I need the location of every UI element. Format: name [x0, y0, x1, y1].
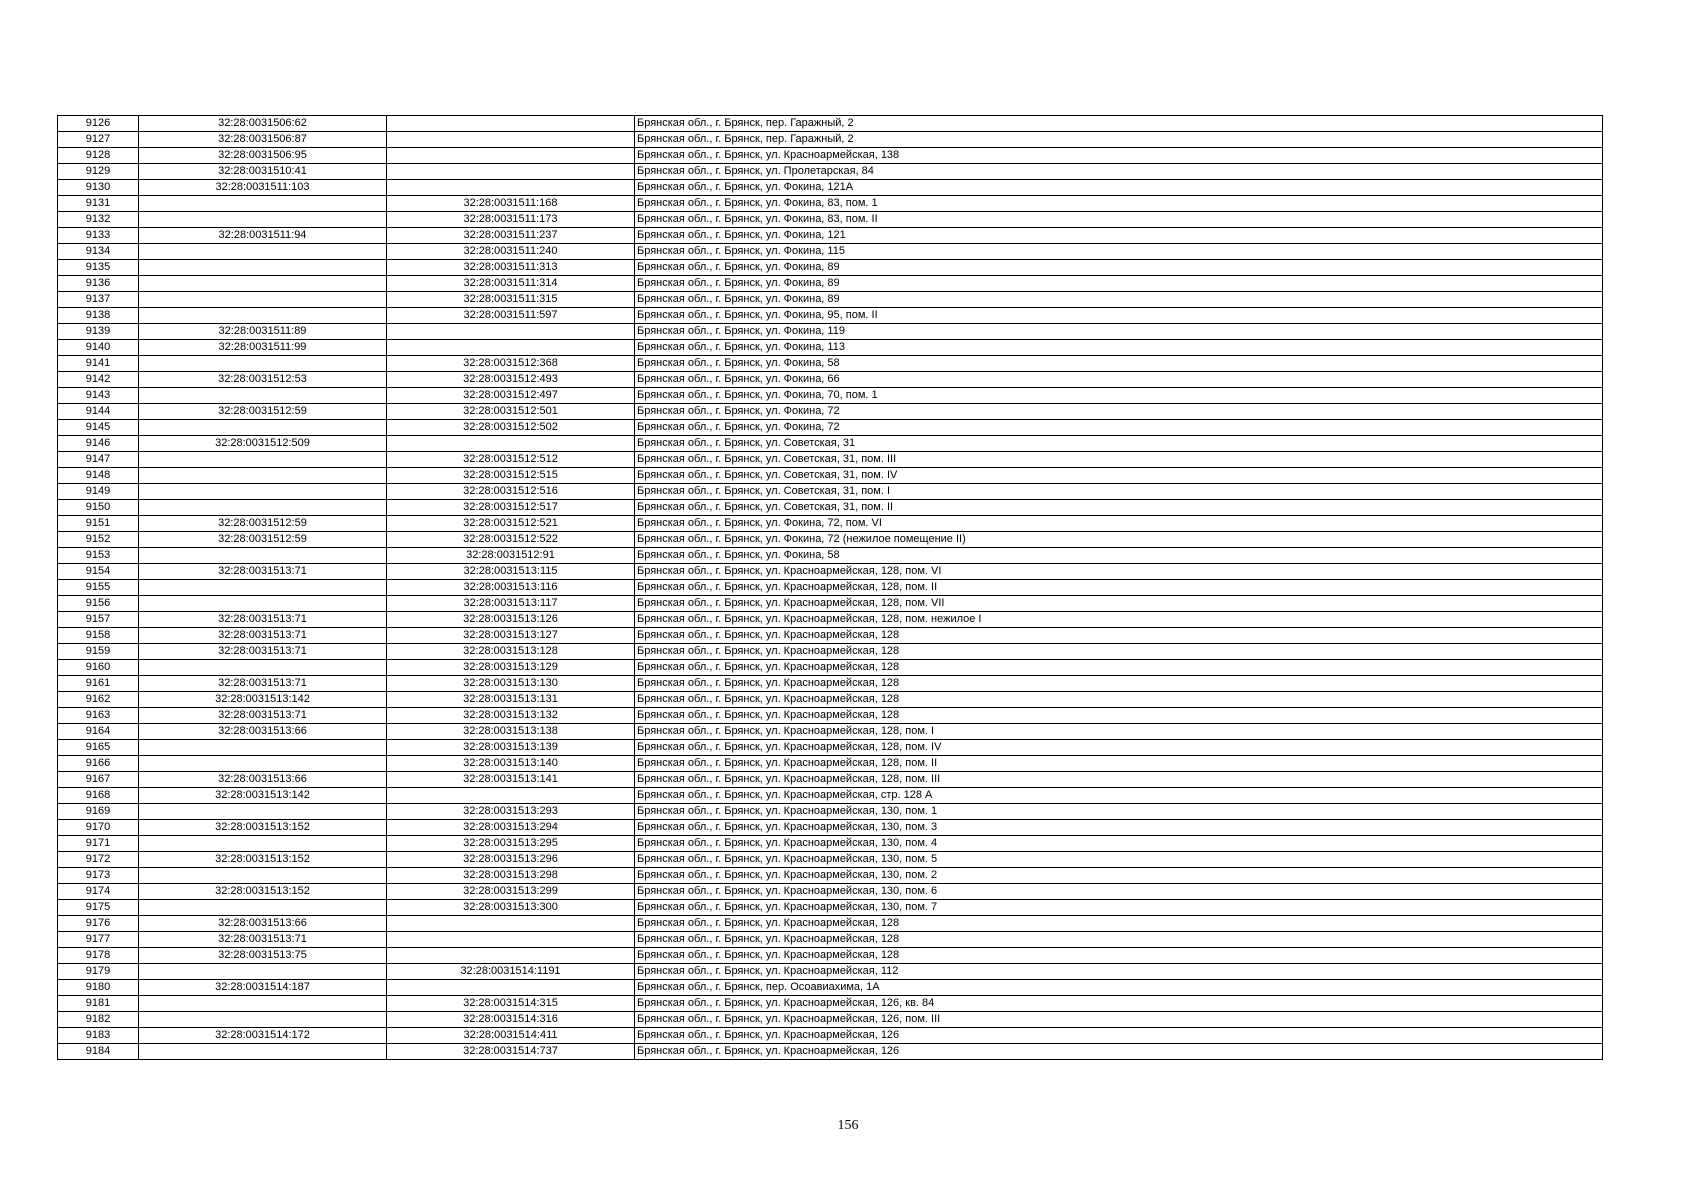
table-row — [58, 276, 1603, 292]
row-number-cell: 9139 — [58, 324, 139, 340]
row-number-cell: 9138 — [58, 308, 139, 324]
object-cadastral-number-cell — [387, 340, 635, 356]
object-cadastral-number-cell — [387, 324, 635, 340]
object-cadastral-number-cell: 32:28:0031513:295 — [387, 836, 635, 852]
parcel-cadastral-number-cell — [139, 1012, 387, 1028]
row-number-cell: 9161 — [58, 676, 139, 692]
address-cell: Брянская обл., г. Брянск, ул. Фокина, 121А — [635, 180, 1603, 196]
address-cell: Брянская обл., г. Брянск, ул. Красноармейская, 128 — [635, 676, 1603, 692]
address-cell: Брянская обл., г. Брянск, ул. Фокина, 72, пом. VI — [635, 516, 1603, 532]
table-row — [58, 228, 1603, 244]
parcel-cadastral-number-cell — [139, 484, 387, 500]
table-row — [58, 340, 1603, 356]
object-cadastral-number-cell: 32:28:0031512:521 — [387, 516, 635, 532]
row-number-cell: 9171 — [58, 836, 139, 852]
parcel-cadastral-number-cell — [139, 196, 387, 212]
address-cell: Брянская обл., г. Брянск, ул. Красноармейская, 126, пом. III — [635, 1012, 1603, 1028]
row-number-cell: 9136 — [58, 276, 139, 292]
table-row — [58, 756, 1603, 772]
parcel-cadastral-number-cell — [139, 900, 387, 916]
parcel-cadastral-number-cell: 32:28:0031513:142 — [139, 692, 387, 708]
row-number-cell: 9143 — [58, 388, 139, 404]
parcel-cadastral-number-cell: 32:28:0031513:71 — [139, 676, 387, 692]
object-cadastral-number-cell: 32:28:0031512:512 — [387, 452, 635, 468]
address-cell: Брянская обл., г. Брянск, ул. Красноармейская, 128 — [635, 644, 1603, 660]
table-row — [58, 628, 1603, 644]
address-cell: Брянская обл., г. Брянск, ул. Красноармейская, 128 — [635, 628, 1603, 644]
table-row — [58, 292, 1603, 308]
object-cadastral-number-cell: 32:28:0031511:313 — [387, 260, 635, 276]
parcel-cadastral-number-cell — [139, 804, 387, 820]
table-row — [58, 612, 1603, 628]
parcel-cadastral-number-cell: 32:28:0031511:89 — [139, 324, 387, 340]
object-cadastral-number-cell — [387, 180, 635, 196]
row-number-cell: 9127 — [58, 132, 139, 148]
address-cell: Брянская обл., г. Брянск, ул. Красноармейская, 128, пом. нежилое I — [635, 612, 1603, 628]
address-cell: Брянская обл., г. Брянск, ул. Красноармейская, 130, пом. 1 — [635, 804, 1603, 820]
object-cadastral-number-cell: 32:28:0031513:128 — [387, 644, 635, 660]
parcel-cadastral-number-cell — [139, 580, 387, 596]
parcel-cadastral-number-cell — [139, 996, 387, 1012]
table-row — [58, 532, 1603, 548]
object-cadastral-number-cell: 32:28:0031512:502 — [387, 420, 635, 436]
object-cadastral-number-cell: 32:28:0031512:501 — [387, 404, 635, 420]
row-number-cell: 9140 — [58, 340, 139, 356]
row-number-cell: 9159 — [58, 644, 139, 660]
table-row — [58, 788, 1603, 804]
parcel-cadastral-number-cell: 32:28:0031512:509 — [139, 436, 387, 452]
address-cell: Брянская обл., г. Брянск, ул. Красноармейская, 138 — [635, 148, 1603, 164]
table-row — [58, 420, 1603, 436]
object-cadastral-number-cell: 32:28:0031514:737 — [387, 1044, 635, 1060]
row-number-cell: 9152 — [58, 532, 139, 548]
object-cadastral-number-cell: 32:28:0031514:315 — [387, 996, 635, 1012]
parcel-cadastral-number-cell — [139, 292, 387, 308]
address-cell: Брянская обл., г. Брянск, ул. Фокина, 72 — [635, 420, 1603, 436]
table-row — [58, 868, 1603, 884]
address-cell: Брянская обл., г. Брянск, ул. Красноармейская, 128, пом. III — [635, 772, 1603, 788]
table-row — [58, 212, 1603, 228]
object-cadastral-number-cell: 32:28:0031513:293 — [387, 804, 635, 820]
address-cell: Брянская обл., г. Брянск, ул. Советская, 31, пом. I — [635, 484, 1603, 500]
row-number-cell: 9184 — [58, 1044, 139, 1060]
object-cadastral-number-cell: 32:28:0031511:315 — [387, 292, 635, 308]
table-row — [58, 740, 1603, 756]
parcel-cadastral-number-cell — [139, 1044, 387, 1060]
row-number-cell: 9146 — [58, 436, 139, 452]
parcel-cadastral-number-cell: 32:28:0031513:66 — [139, 772, 387, 788]
parcel-cadastral-number-cell — [139, 756, 387, 772]
row-number-cell: 9130 — [58, 180, 139, 196]
object-cadastral-number-cell: 32:28:0031513:140 — [387, 756, 635, 772]
table-row — [58, 804, 1603, 820]
table-row — [58, 836, 1603, 852]
table-row — [58, 948, 1603, 964]
row-number-cell: 9181 — [58, 996, 139, 1012]
table-row — [58, 1028, 1603, 1044]
row-number-cell: 9144 — [58, 404, 139, 420]
row-number-cell: 9145 — [58, 420, 139, 436]
row-number-cell: 9172 — [58, 852, 139, 868]
object-cadastral-number-cell: 32:28:0031511:168 — [387, 196, 635, 212]
table-row — [58, 324, 1603, 340]
address-cell: Брянская обл., г. Брянск, ул. Красноармейская, 128, пом. VI — [635, 564, 1603, 580]
table-row — [58, 580, 1603, 596]
parcel-cadastral-number-cell — [139, 212, 387, 228]
address-cell: Брянская обл., г. Брянск, ул. Красноармейская, 130, пом. 7 — [635, 900, 1603, 916]
parcel-cadastral-number-cell — [139, 356, 387, 372]
table-row — [58, 1012, 1603, 1028]
object-cadastral-number-cell: 32:28:0031514:316 — [387, 1012, 635, 1028]
table-row — [58, 724, 1603, 740]
parcel-cadastral-number-cell — [139, 548, 387, 564]
table-row — [58, 884, 1603, 900]
address-cell: Брянская обл., г. Брянск, ул. Фокина, 121 — [635, 228, 1603, 244]
parcel-cadastral-number-cell: 32:28:0031506:87 — [139, 132, 387, 148]
table-row — [58, 564, 1603, 580]
table-row — [58, 164, 1603, 180]
parcel-cadastral-number-cell — [139, 244, 387, 260]
address-cell: Брянская обл., г. Брянск, ул. Красноармейская, 128 — [635, 708, 1603, 724]
object-cadastral-number-cell: 32:28:0031513:130 — [387, 676, 635, 692]
address-cell: Брянская обл., г. Брянск, ул. Фокина, 89 — [635, 292, 1603, 308]
address-cell: Брянская обл., г. Брянск, пер. Осоавиахима, 1А — [635, 980, 1603, 996]
parcel-cadastral-number-cell — [139, 308, 387, 324]
table-row — [58, 676, 1603, 692]
parcel-cadastral-number-cell: 32:28:0031513:152 — [139, 884, 387, 900]
object-cadastral-number-cell — [387, 132, 635, 148]
row-number-cell: 9182 — [58, 1012, 139, 1028]
table-row — [58, 660, 1603, 676]
row-number-cell: 9131 — [58, 196, 139, 212]
table-row — [58, 516, 1603, 532]
object-cadastral-number-cell: 32:28:0031513:296 — [387, 852, 635, 868]
row-number-cell: 9154 — [58, 564, 139, 580]
table-row — [58, 484, 1603, 500]
object-cadastral-number-cell — [387, 116, 635, 132]
row-number-cell: 9162 — [58, 692, 139, 708]
parcel-cadastral-number-cell: 32:28:0031511:99 — [139, 340, 387, 356]
parcel-cadastral-number-cell: 32:28:0031513:66 — [139, 724, 387, 740]
table-row — [58, 132, 1603, 148]
object-cadastral-number-cell: 32:28:0031512:91 — [387, 548, 635, 564]
table-row — [58, 772, 1603, 788]
table-row — [58, 900, 1603, 916]
address-cell: Брянская обл., г. Брянск, ул. Красноармейская, 130, пом. 5 — [635, 852, 1603, 868]
address-cell: Брянская обл., г. Брянск, ул. Фокина, 58 — [635, 548, 1603, 564]
object-cadastral-number-cell: 32:28:0031513:139 — [387, 740, 635, 756]
address-cell: Брянская обл., г. Брянск, ул. Фокина, 72 (нежилое помещение II) — [635, 532, 1603, 548]
object-cadastral-number-cell: 32:28:0031511:237 — [387, 228, 635, 244]
table-row — [58, 852, 1603, 868]
address-cell: Брянская обл., г. Брянск, ул. Красноармейская, 126 — [635, 1044, 1603, 1060]
object-cadastral-number-cell: 32:28:0031511:173 — [387, 212, 635, 228]
parcel-cadastral-number-cell: 32:28:0031506:95 — [139, 148, 387, 164]
object-cadastral-number-cell: 32:28:0031513:298 — [387, 868, 635, 884]
row-number-cell: 9135 — [58, 260, 139, 276]
object-cadastral-number-cell — [387, 148, 635, 164]
parcel-cadastral-number-cell: 32:28:0031513:71 — [139, 932, 387, 948]
parcel-cadastral-number-cell — [139, 836, 387, 852]
registry-table — [57, 115, 1603, 1060]
table-row — [58, 372, 1603, 388]
table-row — [58, 260, 1603, 276]
parcel-cadastral-number-cell: 32:28:0031513:152 — [139, 852, 387, 868]
parcel-cadastral-number-cell: 32:28:0031514:187 — [139, 980, 387, 996]
address-cell: Брянская обл., г. Брянск, ул. Советская, 31 — [635, 436, 1603, 452]
object-cadastral-number-cell: 32:28:0031513:117 — [387, 596, 635, 612]
row-number-cell: 9158 — [58, 628, 139, 644]
parcel-cadastral-number-cell — [139, 660, 387, 676]
parcel-cadastral-number-cell — [139, 452, 387, 468]
row-number-cell: 9153 — [58, 548, 139, 564]
address-cell: Брянская обл., г. Брянск, ул. Фокина, 115 — [635, 244, 1603, 260]
object-cadastral-number-cell: 32:28:0031512:493 — [387, 372, 635, 388]
table-row — [58, 116, 1603, 132]
parcel-cadastral-number-cell — [139, 468, 387, 484]
parcel-cadastral-number-cell — [139, 596, 387, 612]
parcel-cadastral-number-cell: 32:28:0031513:71 — [139, 708, 387, 724]
address-cell: Брянская обл., г. Брянск, ул. Красноармейская, 128 — [635, 916, 1603, 932]
table-row — [58, 500, 1603, 516]
address-cell: Брянская обл., г. Брянск, ул. Красноармейская, 128 — [635, 948, 1603, 964]
registry-table-body — [58, 116, 1603, 1060]
object-cadastral-number-cell: 32:28:0031511:597 — [387, 308, 635, 324]
table-row — [58, 916, 1603, 932]
table-row — [58, 1044, 1603, 1060]
object-cadastral-number-cell: 32:28:0031513:129 — [387, 660, 635, 676]
address-cell: Брянская обл., г. Брянск, ул. Фокина, 58 — [635, 356, 1603, 372]
parcel-cadastral-number-cell: 32:28:0031512:53 — [139, 372, 387, 388]
table-row — [58, 452, 1603, 468]
object-cadastral-number-cell — [387, 916, 635, 932]
address-cell: Брянская обл., г. Брянск, ул. Фокина, 95, пом. II — [635, 308, 1603, 324]
table-row — [58, 820, 1603, 836]
row-number-cell: 9132 — [58, 212, 139, 228]
row-number-cell: 9148 — [58, 468, 139, 484]
table-row — [58, 980, 1603, 996]
address-cell: Брянская обл., г. Брянск, ул. Фокина, 119 — [635, 324, 1603, 340]
object-cadastral-number-cell — [387, 980, 635, 996]
object-cadastral-number-cell: 32:28:0031513:294 — [387, 820, 635, 836]
address-cell: Брянская обл., г. Брянск, ул. Красноармейская, 128, пом. II — [635, 580, 1603, 596]
row-number-cell: 9150 — [58, 500, 139, 516]
table-row — [58, 148, 1603, 164]
table-row — [58, 308, 1603, 324]
object-cadastral-number-cell: 32:28:0031513:127 — [387, 628, 635, 644]
row-number-cell: 9164 — [58, 724, 139, 740]
row-number-cell: 9176 — [58, 916, 139, 932]
address-cell: Брянская обл., г. Брянск, ул. Фокина, 66 — [635, 372, 1603, 388]
parcel-cadastral-number-cell — [139, 740, 387, 756]
row-number-cell: 9166 — [58, 756, 139, 772]
parcel-cadastral-number-cell: 32:28:0031511:94 — [139, 228, 387, 244]
object-cadastral-number-cell: 32:28:0031513:299 — [387, 884, 635, 900]
row-number-cell: 9126 — [58, 116, 139, 132]
parcel-cadastral-number-cell: 32:28:0031514:172 — [139, 1028, 387, 1044]
row-number-cell: 9178 — [58, 948, 139, 964]
address-cell: Брянская обл., г. Брянск, ул. Красноармейская, 128, пом. IV — [635, 740, 1603, 756]
address-cell: Брянская обл., г. Брянск, ул. Фокина, 70, пом. 1 — [635, 388, 1603, 404]
address-cell: Брянская обл., г. Брянск, ул. Красноармейская, 126, кв. 84 — [635, 996, 1603, 1012]
object-cadastral-number-cell: 32:28:0031513:300 — [387, 900, 635, 916]
row-number-cell: 9141 — [58, 356, 139, 372]
address-cell: Брянская обл., г. Брянск, ул. Красноармейская, 126 — [635, 1028, 1603, 1044]
parcel-cadastral-number-cell: 32:28:0031512:59 — [139, 404, 387, 420]
parcel-cadastral-number-cell: 32:28:0031506:62 — [139, 116, 387, 132]
object-cadastral-number-cell: 32:28:0031513:115 — [387, 564, 635, 580]
row-number-cell: 9157 — [58, 612, 139, 628]
parcel-cadastral-number-cell — [139, 260, 387, 276]
object-cadastral-number-cell: 32:28:0031512:516 — [387, 484, 635, 500]
table-row — [58, 388, 1603, 404]
parcel-cadastral-number-cell — [139, 276, 387, 292]
row-number-cell: 9142 — [58, 372, 139, 388]
row-number-cell: 9149 — [58, 484, 139, 500]
row-number-cell: 9160 — [58, 660, 139, 676]
object-cadastral-number-cell: 32:28:0031513:131 — [387, 692, 635, 708]
object-cadastral-number-cell: 32:28:0031512:497 — [387, 388, 635, 404]
address-cell: Брянская обл., г. Брянск, ул. Фокина, 72 — [635, 404, 1603, 420]
object-cadastral-number-cell: 32:28:0031511:240 — [387, 244, 635, 260]
row-number-cell: 9137 — [58, 292, 139, 308]
parcel-cadastral-number-cell: 32:28:0031513:75 — [139, 948, 387, 964]
parcel-cadastral-number-cell: 32:28:0031510:41 — [139, 164, 387, 180]
table-row — [58, 196, 1603, 212]
address-cell: Брянская обл., г. Брянск, ул. Красноармейская, 128, пом. II — [635, 756, 1603, 772]
table-row — [58, 692, 1603, 708]
object-cadastral-number-cell: 32:28:0031514:1191 — [387, 964, 635, 980]
parcel-cadastral-number-cell: 32:28:0031511:103 — [139, 180, 387, 196]
table-row — [58, 356, 1603, 372]
address-cell: Брянская обл., г. Брянск, ул. Советская, 31, пом. III — [635, 452, 1603, 468]
object-cadastral-number-cell — [387, 164, 635, 180]
row-number-cell: 9173 — [58, 868, 139, 884]
table-row — [58, 404, 1603, 420]
row-number-cell: 9165 — [58, 740, 139, 756]
address-cell: Брянская обл., г. Брянск, ул. Фокина, 83, пом. 1 — [635, 196, 1603, 212]
row-number-cell: 9168 — [58, 788, 139, 804]
address-cell: Брянская обл., г. Брянск, ул. Красноармейская, 130, пом. 4 — [635, 836, 1603, 852]
parcel-cadastral-number-cell: 32:28:0031513:152 — [139, 820, 387, 836]
parcel-cadastral-number-cell: 32:28:0031513:71 — [139, 628, 387, 644]
table-row — [58, 244, 1603, 260]
object-cadastral-number-cell — [387, 932, 635, 948]
table-row — [58, 964, 1603, 980]
object-cadastral-number-cell — [387, 948, 635, 964]
parcel-cadastral-number-cell: 32:28:0031513:71 — [139, 612, 387, 628]
row-number-cell: 9167 — [58, 772, 139, 788]
address-cell: Брянская обл., г. Брянск, ул. Фокина, 89 — [635, 276, 1603, 292]
parcel-cadastral-number-cell — [139, 420, 387, 436]
table-row — [58, 548, 1603, 564]
table-row — [58, 708, 1603, 724]
parcel-cadastral-number-cell: 32:28:0031513:66 — [139, 916, 387, 932]
row-number-cell: 9151 — [58, 516, 139, 532]
row-number-cell: 9134 — [58, 244, 139, 260]
address-cell: Брянская обл., г. Брянск, ул. Фокина, 83, пом. II — [635, 212, 1603, 228]
address-cell: Брянская обл., г. Брянск, ул. Красноармейская, 128, пом. VII — [635, 596, 1603, 612]
address-cell: Брянская обл., г. Брянск, ул. Красноармейская, 128 — [635, 660, 1603, 676]
parcel-cadastral-number-cell: 32:28:0031512:59 — [139, 532, 387, 548]
table-row — [58, 468, 1603, 484]
row-number-cell: 9179 — [58, 964, 139, 980]
address-cell: Брянская обл., г. Брянск, ул. Красноармейская, 128 — [635, 692, 1603, 708]
row-number-cell: 9174 — [58, 884, 139, 900]
object-cadastral-number-cell: 32:28:0031513:141 — [387, 772, 635, 788]
address-cell: Брянская обл., г. Брянск, ул. Красноармейская, 130, пом. 2 — [635, 868, 1603, 884]
table-row — [58, 932, 1603, 948]
object-cadastral-number-cell: 32:28:0031514:411 — [387, 1028, 635, 1044]
address-cell: Брянская обл., г. Брянск, ул. Красноармейская, стр. 128 А — [635, 788, 1603, 804]
row-number-cell: 9169 — [58, 804, 139, 820]
object-cadastral-number-cell: 32:28:0031512:515 — [387, 468, 635, 484]
object-cadastral-number-cell: 32:28:0031513:116 — [387, 580, 635, 596]
address-cell: Брянская обл., г. Брянск, ул. Красноармейская, 130, пом. 3 — [635, 820, 1603, 836]
address-cell: Брянская обл., г. Брянск, ул. Красноармейская, 112 — [635, 964, 1603, 980]
row-number-cell: 9128 — [58, 148, 139, 164]
parcel-cadastral-number-cell: 32:28:0031513:142 — [139, 788, 387, 804]
address-cell: Брянская обл., г. Брянск, ул. Советская, 31, пом. IV — [635, 468, 1603, 484]
object-cadastral-number-cell: 32:28:0031511:314 — [387, 276, 635, 292]
address-cell: Брянская обл., г. Брянск, ул. Фокина, 89 — [635, 260, 1603, 276]
parcel-cadastral-number-cell — [139, 868, 387, 884]
row-number-cell: 9175 — [58, 900, 139, 916]
object-cadastral-number-cell: 32:28:0031513:132 — [387, 708, 635, 724]
row-number-cell: 9133 — [58, 228, 139, 244]
address-cell: Брянская обл., г. Брянск, ул. Красноармейская, 130, пом. 6 — [635, 884, 1603, 900]
parcel-cadastral-number-cell: 32:28:0031513:71 — [139, 564, 387, 580]
row-number-cell: 9155 — [58, 580, 139, 596]
row-number-cell: 9163 — [58, 708, 139, 724]
object-cadastral-number-cell — [387, 436, 635, 452]
row-number-cell: 9177 — [58, 932, 139, 948]
parcel-cadastral-number-cell — [139, 964, 387, 980]
object-cadastral-number-cell: 32:28:0031512:517 — [387, 500, 635, 516]
address-cell: Брянская обл., г. Брянск, ул. Советская, 31, пом. II — [635, 500, 1603, 516]
parcel-cadastral-number-cell: 32:28:0031512:59 — [139, 516, 387, 532]
address-cell: Брянская обл., г. Брянск, ул. Красноармейская, 128 — [635, 932, 1603, 948]
row-number-cell: 9147 — [58, 452, 139, 468]
parcel-cadastral-number-cell — [139, 500, 387, 516]
address-cell: Брянская обл., г. Брянск, ул. Красноармейская, 128, пом. I — [635, 724, 1603, 740]
address-cell: Брянская обл., г. Брянск, пер. Гаражный, 2 — [635, 116, 1603, 132]
table-row — [58, 644, 1603, 660]
row-number-cell: 9180 — [58, 980, 139, 996]
address-cell: Брянская обл., г. Брянск, пер. Гаражный, 2 — [635, 132, 1603, 148]
address-cell: Брянская обл., г. Брянск, ул. Пролетарская, 84 — [635, 164, 1603, 180]
table-row — [58, 996, 1603, 1012]
address-cell: Брянская обл., г. Брянск, ул. Фокина, 113 — [635, 340, 1603, 356]
row-number-cell: 9129 — [58, 164, 139, 180]
parcel-cadastral-number-cell — [139, 388, 387, 404]
table-row — [58, 180, 1603, 196]
object-cadastral-number-cell — [387, 788, 635, 804]
object-cadastral-number-cell: 32:28:0031512:522 — [387, 532, 635, 548]
row-number-cell: 9156 — [58, 596, 139, 612]
table-row — [58, 596, 1603, 612]
object-cadastral-number-cell: 32:28:0031513:138 — [387, 724, 635, 740]
object-cadastral-number-cell: 32:28:0031512:368 — [387, 356, 635, 372]
row-number-cell: 9183 — [58, 1028, 139, 1044]
parcel-cadastral-number-cell: 32:28:0031513:71 — [139, 644, 387, 660]
row-number-cell: 9170 — [58, 820, 139, 836]
object-cadastral-number-cell: 32:28:0031513:126 — [387, 612, 635, 628]
page-number: 156 — [837, 1118, 859, 1133]
table-row — [58, 436, 1603, 452]
